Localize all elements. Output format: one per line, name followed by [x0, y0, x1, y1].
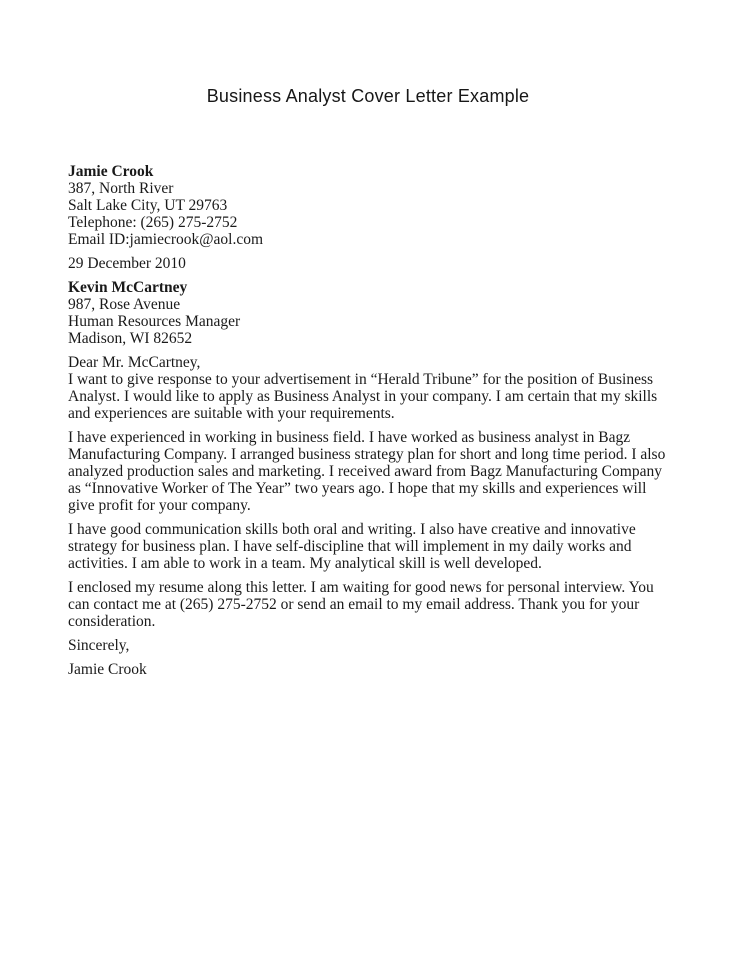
sender-street: 387, North River — [68, 180, 174, 197]
sender-city: Salt Lake City, UT 29763 — [68, 197, 228, 214]
paragraph-2: I have experienced in working in business field. I have worked as business analyst in Bagz Manufacturing Company. I arranged business strategy plan for short and long time period. I also analyzed production sales and marketing. I received award from Bagz Manufacturing Company as “Innovative Worker of The Year” two years ago. I hope that my skills and experiences will give profit for your company. — [68, 429, 666, 514]
salutation: Dear Mr. McCartney, — [68, 354, 201, 371]
sender-name: Jamie Crook — [68, 163, 154, 180]
opening-block — [68, 354, 672, 422]
sender-block — [68, 163, 672, 248]
sender-telephone: Telephone: (265) 275-2752 — [68, 214, 238, 231]
paragraph-3: I have good communication skills both oral and writing. I also have creative and innovative strategy for business plan. I have self-discipline that will implement in my daily works and activities. I am able to work in a team. My analytical skill is well developed. — [68, 521, 636, 572]
page-title: Business Analyst Cover Letter Example — [206, 86, 530, 106]
recipient-name: Kevin McCartney — [68, 279, 188, 296]
recipient-city: Madison, WI 82652 — [68, 330, 193, 347]
recipient-role: Human Resources Manager — [68, 313, 241, 330]
closing: Sincerely, — [68, 637, 130, 654]
cover-letter-body — [68, 163, 672, 678]
date-line: 29 December 2010 — [68, 255, 186, 272]
paragraph-4: I enclosed my resume along this letter. I am waiting for good news for personal interview. You can contact me at (265) 275-2752 or send an email to my email address. Thank you for your consideration. — [68, 579, 654, 630]
recipient-street: 987, Rose Avenue — [68, 296, 181, 313]
sender-email: Email ID:jamiecrook@aol.com — [68, 231, 264, 248]
recipient-block — [68, 279, 672, 347]
signature: Jamie Crook — [68, 661, 147, 678]
paragraph-1: I want to give response to your advertisement in “Herald Tribune” for the position of Business Analyst. I would like to apply as Business Analyst in your company. I am certain that my skills and experiences are suitable with your requirements. — [68, 371, 658, 422]
